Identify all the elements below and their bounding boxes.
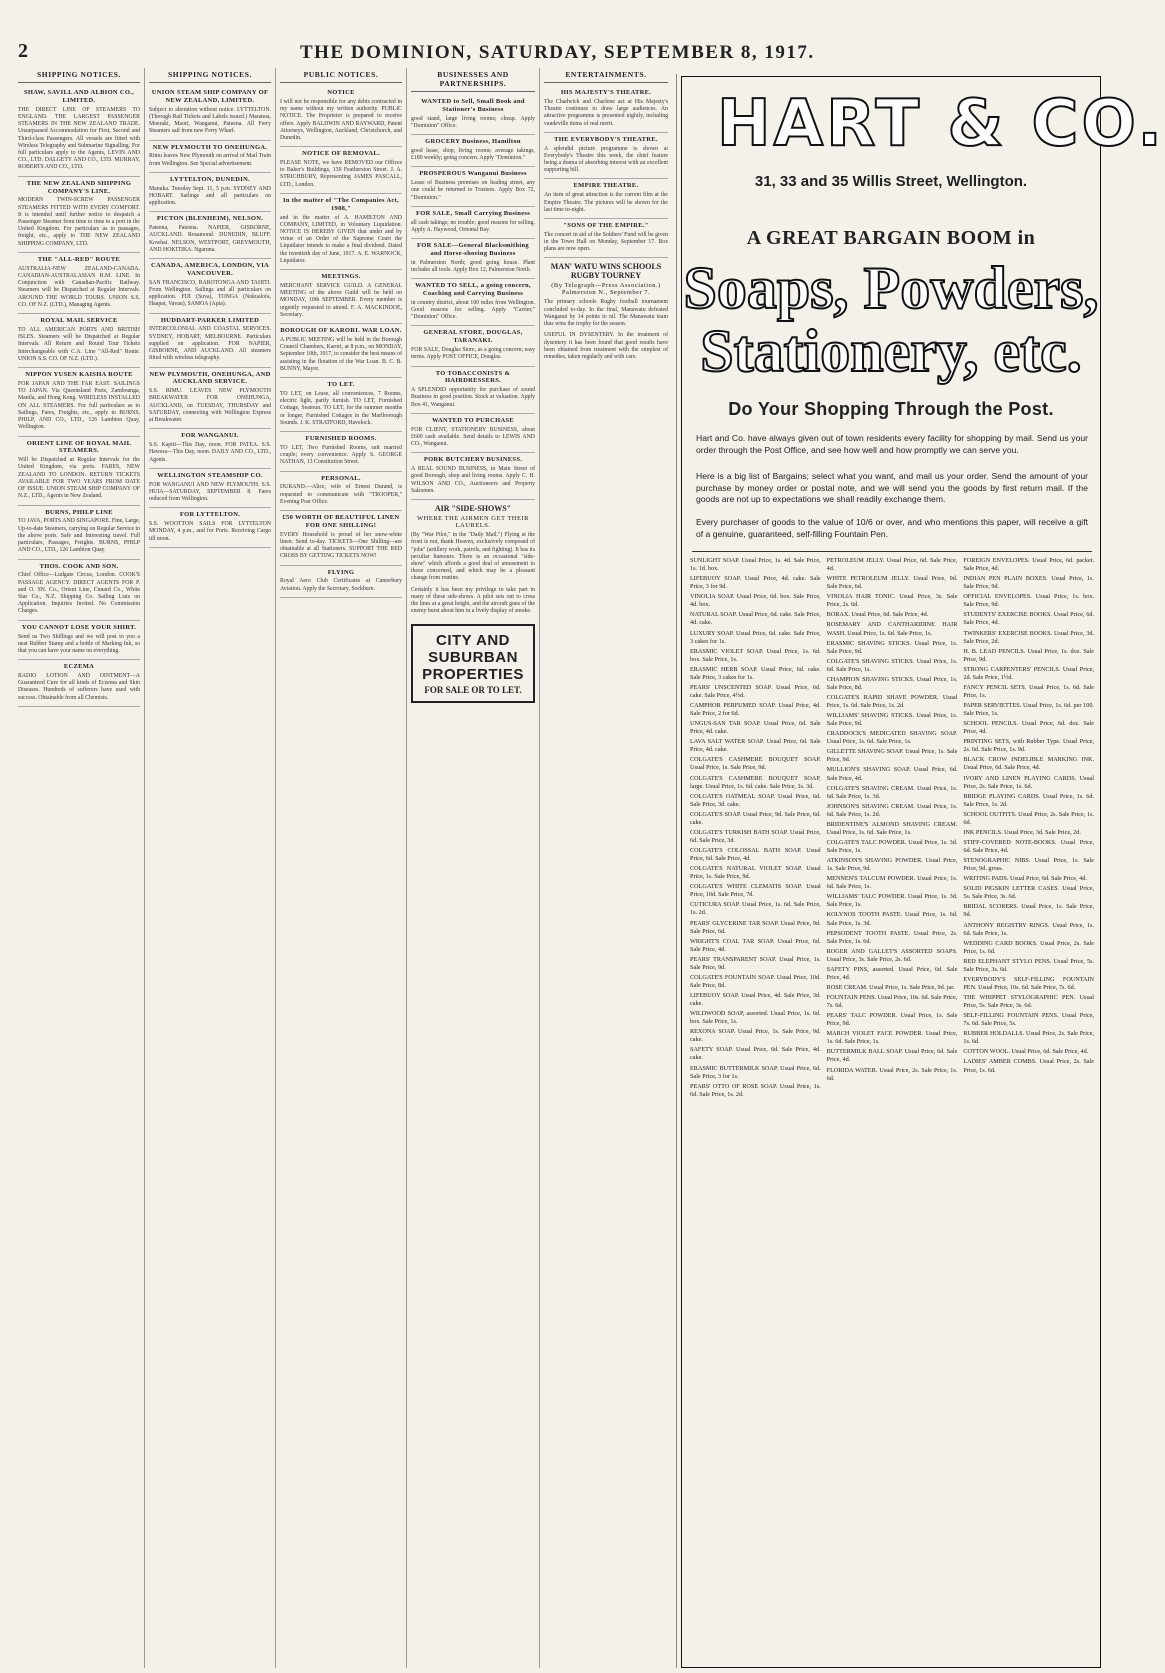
ad-text: Chief Office—Ludgate Circus, London. COOK'S PASSAGE AGENCY. DIRECT AGENTS FOR P. and O. SN. Co., Orient Line, Cunard Co., White Star Co., N.Z. Shipping Co. Sailing Lists on Application. Inquiries Invited. No Commission Charges. [18,572,140,615]
ad-heading: UNION STEAM SHIP COMPANY OF NEW ZEALAND, LIMITED. [151,89,269,104]
price-list-item: STUDENTS' EXERCISE BOOKS. Usual Price, 6d. Sale Price, 4d. [963,611,1095,627]
price-list-item: COLGATE'S SOAP. Usual Price, 9d. Sale Price, 6d. cake. [690,810,821,826]
price-list-item: MULLION'S SHAVING SOAP. Usual Price, 6d. Sale Price, 4d. [826,766,958,782]
ad-text: Royal Aero Club Certificates at Canterbury Aviation. Apply the Secretary, Sockburn. [280,578,402,592]
ad-heading: WANTED TO PURCHASE [431,416,515,424]
ad-heading: YOU CANNOT LOSE YOUR SHIRT. [21,623,137,631]
ad-text: MERCHANT SERVICE GUILD. A GENERAL MEETING of the above Guild will be held on MONDAY, 10th SEPTEMBER. Every member is urgently requested to attend. F. A. MACKINDOE, Secretary. [280,282,402,318]
price-list-item: FOREIGN ENVELOPES. Usual Price, 6d. packet. Sale Price, 4d. [963,557,1095,573]
ad-heading: FOR LYTTELTON. [179,511,241,519]
ad-text: EVERY Household is proud of her snow-white linen. Send to-day. TICKETS—One Shilling—are obtainable at all Stationers. SUPPORT THE RED CROSS BY GETTING TICKETS NOW! [280,531,402,560]
ad-heading: FURNISHED ROOMS. [305,435,377,443]
ad-notice [280,511,402,566]
price-list-item: EVERYBODY'S SELF-FILLING FOUNTAIN PEN. Usual Price, 10s. 6d. Sale Price, 7s. 6d. [963,975,1095,991]
ad-notice [280,566,402,598]
ad-notice [18,621,140,661]
price-list-item: SAFETY PINS, assorted. Usual Price, 6d. Sale Price, 4d. [826,965,958,981]
price-list-item: WHITE PETROLEUM JELLY. Usual Price, 9d. Sale Price, 6d. [826,575,958,591]
price-list-item: STIFF-COVERED NOTE-BOOKS. Usual Price, 6d. Sale Price, 4d. [963,838,1095,854]
column-heading: SHIPPING NOTICES. [18,68,140,83]
banner-subtitle: FOR SALE OR TO LET. [424,684,522,695]
ad-text: TO ALL AMERICAN PORTS AND BRITISH ISLES. Steamers will be Dispatched at Regular Intervals. All Return and Round Tour Tickets Interchangeable with C.A. Line "All-Red" Route. UNION S.S. CO. OF N.Z. (LTD.). [18,326,140,362]
ad-text: The concert in aid of the Soldiers' Fund will be given in the Town Hall on Monday, September 17. Box plans are now open. [544,231,668,253]
ad-text: DURAND.—Alice, wife of Ernest Durand, is requested to communicate with "TROOPER," Evening Post Office. [280,484,402,505]
ad-heading: HIS MAJESTY'S THEATRE. [560,89,652,96]
ad-text: FOR JAPAN AND THE FAR EAST. SAILINGS TO JAPAN. Via Queensland Ports, Zamboanga, Manila, and Hong Kong. WIRELESS INSTALLED ON ALL STEAMERS. For full particulars as to Sailings, Fares, Freights, etc., apply to BURNS, PHILP, AND CO., LTD., 126 Lambton Quay, Wellington. [18,380,140,431]
ad-notice [544,179,668,219]
ad-heading: NOTICE OF REMOVAL. [302,150,380,158]
ad-notice [18,437,140,506]
price-list-item: ROGER AND GALLET'S ASSORTED SOAPS. Usual Price, 3s. Sale Price, 2s. 6d. [826,947,958,963]
price-list-item: TWINKERS' EXERCISE BOOKS. Usual Price, 3d. Sale Price, 2d. [963,629,1095,645]
ad-notice [149,173,271,213]
ad-notice [411,207,535,239]
price-list-item: LUXURY SOAP. Usual Price, 6d. cake. Sale Price, 3 cakes for 1s. [690,629,821,645]
price-list-item: SELF-FILLING FOUNTAIN PENS. Usual Price, 7s. 6d. Sale Price, 5s. [963,1012,1095,1028]
ad-notice [280,432,402,472]
price-list-item: ERASMIC HERB SOAP. Usual Price, 6d. cake. Sale Price, 3 cakes for 1s. [690,665,821,681]
price-list-item: PRINTING SETS, with Rubber Type. Usual Price, 2s. 6d. Sale Price, 1s. 9d. [963,738,1095,754]
ad-heading: "SONS OF THE EMPIRE." [563,221,649,229]
ad-notice [18,368,140,436]
ad-notice [544,133,668,180]
ad-heading: THE EVERYBODY'S THEATRE. [554,135,658,143]
price-list-item: BUTTERMILK BALL SOAP. Usual Price, 6d. Sale Price, 4d. [826,1048,958,1064]
price-list-item: BRIDENTINE'S ALMOND SHAVING CREAM. Usual Price, 1s. 6d. Sale Price, 1s. [826,820,958,836]
property-banner [411,624,535,703]
price-list-item: STRONG CARPENTERS' PENCILS. Usual Price, 2d. Sale Price, 1½d. [963,665,1095,681]
column-public-notices [276,68,407,1668]
price-list-item: COLGATE'S NATURAL VIOLET SOAP. Usual Price, 1s. Sale Price, 9d. [690,865,821,881]
ad-text: I will not be responsible for any debts contracted in my name without my written authority. PUBLIC NOTICE. The Proprietor is prepared to receive offers. Apply BALDWIN AND RAYWARD, Patent Attorneys, Wellington, Auckland, Christchurch, and Dunedin. [280,98,402,141]
price-list-item: ROSE CREAM. Usual Price, 1s. Sale Price, 9d. jar. [826,983,955,991]
ad-heading: PERSONAL. [321,474,361,482]
ad-notice [18,86,140,177]
ad-heading: ORIENT LINE OF ROYAL MAIL STEAMERS. [26,439,132,455]
column-heading: BUSINESSES AND PARTNERSHIPS. [411,68,535,92]
ad-heading: HUDDART-PARKER LIMITED [160,316,260,324]
ad-heading: SHAW, SAVILL AND ALBION CO., LIMITED. [23,89,135,104]
newspaper-title: THE DOMINION, SATURDAY, SEPTEMBER 8, 1917. [300,42,815,63]
news-article [411,504,535,616]
price-list-item: BRIDGE PLAYING CARDS. Usual Price, 1s. 6d. Sale Price, 1s. 2d. [963,792,1095,808]
price-list-item: INK PENCILS. Usual Price, 3d. Sale Price, 2d. [963,828,1081,836]
shop-by-post-tagline: Do Your Shopping Through the Post. [728,399,1054,419]
column-divider [676,74,677,1668]
ad-text: PLEASE NOTE, we have REMOVED our Offices to Baker's Buildings, 139 Featherston Street. J. A. STRICHBURY, Representing JAMES PASCALL, LTD., London. [280,160,402,188]
price-list-item: MENNEN'S TALCUM POWDER. Usual Price, 1s. 6d. Sale Price, 1s. [826,875,958,891]
ad-notice [280,472,402,512]
ad-text: FOR SALE, Douglas Store, as a going concern; easy terms. Apply POST OFFICE, Douglas. [411,347,535,361]
ad-text: in country district, about 100 miles from Wellington. Good reasons for selling. Apply "Carrier," "Dominion" Office. [411,299,535,321]
ad-text: Subject to alteration without notice. LYTTELTON. (Through Rail Tickets and Labels issued.) Maranoa, Moeraki, Maori, Wanganui, Pateena. All Ferry Steamers sail from new Ferry Wharf. [149,106,271,135]
ad-text: A REAL SOUND BUSINESS, in Main Street of good Borough, shop and living rooms. Apply C. H. WILSON AND CO., Auctioneers and Property Salesmen. [411,466,535,494]
ad-text: Pateena, Pateena. NAPIER, GISBORNE, AUCKLAND. Rosamond. DUNEDIN, BLUFF. Kowhai. NELSON, WESTPORT, GREYMOUTH, AND HOKITIKA. Ngaruna. [149,225,271,253]
price-list-item: WRITING PADS. Usual Price, 6d. Sale Price, 4d. [963,875,1087,883]
price-list-item: LIFEBUOY SOAP. Usual Price, 4d. Sale Price, 3d. cake. [690,992,821,1008]
price-list-item: COLGATE'S TURKISH BATH SOAP. Usual Price, 6d. Sale Price, 3d. [690,828,821,844]
price-list-item: COLGATE'S OATMEAL SOAP. Usual Price, 6d. Sale Price, 3d. cake. [690,792,821,808]
ad-notice [18,177,140,253]
article-subhead: WHERE THE AIRMEN GET THEIR LAURELS. [417,515,529,530]
price-list-item: THE WHIPPET STYLOGRAPHIC PEN. Usual Price, 5s. Sale Price, 3s. 6d. [963,994,1095,1010]
price-list-item: ERASMIC BUTTERMILK SOAP. Usual Price, 6d. Sale Price, 3 for 1s. [690,1064,821,1080]
ad-notice [411,453,535,500]
ad-notice [280,147,402,194]
ad-text: Rimu leaves New Plymouth on arrival of Mail Train from Wellington. See Special advertisement. [149,153,271,167]
price-list-item: BLACK CROW INDELIBLE MARKING INK. Usual Price, 6d. Sale Price, 4d. [963,756,1095,772]
ad-text: TO JAVA, PORTS AND SINGAPORE. Fine, Large, Up-to-date Steamers, carrying on Regular Service to the above ports. Safe and Interesting travel. Full particulars, Passages, Freights. BURNS, PHILP AND CO., LTD., 126 Lambton Quay. [18,518,140,554]
ad-notice [18,660,140,707]
ad-notice [411,279,535,326]
ad-notice [149,368,271,430]
ad-text: RADIO LOTION AND OINTMENT—A Guaranteed Cure for all kinds of Eczema and Skin Diseases. Hundreds of sufferers have used with success. Obtainable from all Chemists. [18,673,140,701]
column-businesses [407,68,540,1668]
price-list-item: CRADDOCK'S MEDICATED SHAVING SOAP. Usual Price, 1s. 6d. Sale Price, 1s. [826,730,958,746]
column-entertainments [540,68,672,1668]
price-list-item: LAVA SALT WATER SOAP. Usual Price, 6d. Sale Price, 4d. cake. [690,738,821,754]
column-shipping-2 [145,68,276,1668]
ad-notice [280,324,402,378]
ad-text: Lease of Business premises on leading street, any one could be returned to Trustees. Apply Box 72, "Dominion." [411,180,535,201]
ad-heading: EMPIRE THEATRE. [573,182,639,190]
ad-text: Manuka. Tuesday Sept. 11, 5 p.m. SYDNEY AND HOBART. Sailings and all particulars on application. [149,185,271,207]
divider [692,551,1092,552]
ad-text: SAN FRANCISCO, RAROTONGA AND TAHITI. From Wellington. Sailings and all particulars on application. FIJI (Suva), TONGA (Nukualofa, Haapai, Vavau), SAMOA (Apia). [149,279,271,308]
price-list-item: COLGATE'S COLOSSAL BATH SOAP. Usual Price, 6d. Sale Price, 4d. [690,847,821,863]
ad-text: The Chadwick and Charlene act at His Majesty's Theatre continues to draw large audiences. An attractive programme is presented nightly, including vaudeville items of real merit. [544,98,668,127]
ad-text: A splendid picture programme is shown at Everybody's Theatre this week, the chief feature being a drama of absorbing interest with an excellent supporting bill. [544,145,668,174]
price-list-item: SUNLIGHT SOAP. Usual Price, 1s. 4d. Sale Price, 1s. 1d. box. [690,557,821,573]
price-list-item: COLGATE'S CASHMERE BOUQUET SOAP, large. Usual Price, 1s. 6d. cake. Sale Price, 1s. 3d. [690,774,821,790]
ad-text: MODERN TWIN-SCREW PASSENGER STEAMERS FITTED WITH EVERY COMFORT. It is intended until further notice to despatch a Passenger Steamer from time to time to a port in the United Kingdom. For particulars as to passages, freight, etc., apply to THE NEW ZEALAND SHIPPING COMPANY, LTD. [18,197,140,247]
ad-text: in Palmerston North; good going house. Plant includes all tools. Apply Box 12, Palmerston North. [411,259,535,273]
price-list-item: COLGATE'S WHITE CLEMATIS SOAP. Usual Price, 10d. Sale Price, 7d. [690,883,821,899]
ad-text: THE DIRECT LINE OF STEAMERS TO ENGLAND. THE LARGEST PASSENGER STEAMERS IN THE NEW ZEALAND TRADE. Unsurpassed Accommodation for First, Second and Third-class Passengers. All vessels are fitted with Wireless Telegraphy and Submarine Signalling. For full particulars apply to the Agents, LEVIN AND CO., LTD. DALGETY AND CO., LTD. MURRAY, ROBERTS AND CO., LTD. [18,106,140,171]
ad-notice [411,95,535,135]
banner-title: CITY AND SUBURBAN PROPERTIES [422,631,524,683]
ad-notice [18,506,140,560]
price-list-item: WILLIAMS' TALC POWDER. Usual Price, 1s. 3d. Sale Price, 1s. [826,893,958,909]
column-heading: ENTERTAINMENTS. [544,68,668,83]
ad-text: Will be Dispatched at Regular Intervals for the United Kingdom, via ports. FARES, NEW ZEALAND TO LONDON. RETURN TICKETS AVAILABLE FOR TWO YEARS FROM DATE OF ISSUE. UNION STEAM SHIP COMPANY OF N.Z., LTD., Agents in New Zealand. [18,457,140,500]
price-list-item: STENOGRAPHIC NIBS. Usual Price, 1s. Sale Price, 9d. gross. [963,857,1095,873]
ad-notice [149,508,271,548]
price-list-item: GILLETTE SHAVING SOAP. Usual Price, 1s. Sale Price, 9d. [826,748,958,764]
hart-address: 31, 33 and 35 Willis Street, Wellington. [754,173,1028,190]
article-paragraph: (By "War Pilot," in the "Daily Mail.") Flying at the front is not, thank Heaven, exclusively composed of "jobs" (artillery work, patrols, and fighting). It has its peculiar humours. There is an occasional "side-show" which affords a good deal of amusement to those concerned, and which may be a pleasant change from routine. [411,532,535,582]
ad-heading: PICTON (BLENHEIM), NELSON. [156,215,264,223]
price-list-item: ANTHONY REGISTRY RINGS. Usual Price, 1s. 6d. Sale Price, 1s. [963,921,1095,937]
ad-text: FOR CLIENT, STATIONERY BUSINESS, about £600 cash available. Send details to LEWIS AND CO., Wanganui. [411,426,535,448]
ad-heading: NEW PLYMOUTH, ONEHUNGA, AND AUCKLAND SERVICE. [149,370,271,386]
price-list-item: COLGATE'S SHAVING CREAM. Usual Price, 1s. 6d. Sale Price, 1s. 3d. [826,784,958,800]
price-column [690,557,821,1657]
price-list-item: PEARS' OTTO OF ROSE SOAP. Usual Price, 1s. 6d. Sale Price, 1s. 2d. [690,1082,821,1098]
price-list-item: MARCH VIOLET FACE POWDER. Usual Price, 1s. 6d. Sale Price, 1s. [826,1030,958,1046]
column-shipping-1 [14,68,145,1668]
price-list-item: FANCY PENCIL SETS. Usual Price, 1s. 6d. Sale Price, 1s. [963,683,1095,699]
price-list-item: LIFEBUOY SOAP. Usual Price, 4d. cake. Sale Price, 3 for 9d. [690,575,821,591]
ad-text: all cash takings; no trouble; good reasons for selling. Apply A. Haywood, Oriental Bay. [411,219,535,233]
price-list-item: RED ELEPHANT STYLO PENS. Usual Price, 5s. Sale Price, 3s. 6d. [963,957,1095,973]
ad-text: A SPLENDID opportunity for purchase of sound Business in good position. Stock at valuation. Apply Box 41, Wanganui. [411,387,535,408]
ad-heading: PROSPEROUS Wanganui Business [419,170,527,178]
price-list-item: LADIES' AMBER COMBS. Usual Price, 2s. Sale Price, 1s. 6d. [963,1058,1095,1074]
intro-paragraph: Here is a big list of Bargains; select what you want, and mail us your order. Send the amount of your purchase by money order or postal note, and we will send you the goods by first return mail. If the goods are not up to expectations we shall readily exchange them. [696,471,1088,505]
price-list-item: WRIGHT'S COAL TAR SOAP. Usual Price, 6d. Sale Price, 4d. [690,937,821,953]
price-list-item: PETROLEUM JELLY. Usual Price, 6d. Sale Price, 4d. [826,557,958,573]
price-list-item: SCHOOL PENCILS. Usual Price, 6d. doz. Sale Price, 4d. [963,720,1095,736]
price-list-item: NATURAL SOAP. Usual Price, 6d. cake. Sale Price, 4d. cake. [690,611,821,627]
ad-text: A PUBLIC MEETING will be held in the Borough Council Chambers, Karori, at 8 p.m., on MONDAY, September 10th, 1917, to consider the best means of assisting in the flotation of the War Loan. B. C. B. BUNNY, Mayor. [280,336,402,372]
price-list-item: RUBBER HOLDALLS. Usual Price, 2s. Sale Price, 1s. 6d. [963,1030,1095,1046]
price-list-item: SAFETY SOAP. Usual Price, 6d. Sale Price, 4d. cake. [690,1046,821,1062]
price-list-item: PEARS' TRANSPARENT SOAP. Usual Price, 1s. Sale Price, 9d. [690,955,821,971]
ad-text: S.S. RIMU. LEAVES NEW PLYMOUTH BREAKWATER FOR ONEHUNGA, AUCKLAND, on TUESDAY, THURSDAY and SATURDAY, connecting with Wellington Express at Breakwater. [149,388,271,424]
classified-columns [14,68,672,1668]
article-headline: MAN' WATU WINS SCHOOLS RUGBY TOURNEY [550,262,662,281]
ad-notice [411,367,535,414]
ad-notice [280,378,402,432]
ad-heading: WANTED TO SELL, a going concern, Coaching and Carrying Business [415,282,531,297]
intro-paragraph: Hart and Co. have always given out of town residents every facility for shopping by mail. Send us your order through the Post Office, and see how well and how promptly we can serve you. [696,433,1088,455]
hart-logo: HART & CO. [717,87,1165,161]
ad-heading: FOR SALE, Small Carrying Business [415,209,531,217]
ad-text: An item of great attraction is the current film at the Empire Theatre. The pictures will be shown for the last time to-night. [544,192,668,213]
column-heading: SHIPPING NOTICES. [149,68,271,83]
ad-text: FOR WANGANUI AND NEW PLYMOUTH. S.S. HUIA—SATURDAY, SEPTEMBER 8. Fares reduced from Wellington. [149,481,271,503]
price-list-item: CHAMPION SHAVING STICKS. Usual Price, 1s. Sale Price, 8d. [826,675,958,691]
ad-heading: GENERAL STORE, DOUGLAS, TARANAKI. [423,329,523,345]
price-list-item: VINOLIA HAIR TONIC. Usual Price, 3s. Sale Price, 2s. 6d. [826,593,958,609]
goods-headline: Soaps, Powders, Stationery, etc. [683,255,1099,384]
ad-heading: NIPPON YUSEN KAISHA ROUTE [25,371,133,379]
ad-heading: £50 WORTH OF BEAUTIFUL LINEN FOR ONE SHILLING! [282,514,400,529]
price-list-item: COLGATE'S FOUNTAIN SOAP. Usual Price, 10d. Sale Price, 8d. [690,973,821,989]
price-list-item: SCHOOL OUTFITS. Usual Price, 2s. Sale Price, 1s. 6d. [963,810,1095,826]
bargain-headline: A GREAT BARGAIN BOOM in [746,227,1036,249]
price-list-item: PEARS' UNSCENTED SOAP. Usual Price, 6d. cake. Sale Price, 4½d. [690,683,821,699]
ad-text: Send us Two Shillings and we will post to you a neat Rubber Stamp and a bottle of Marking Ink, so that you can have your name on everything. [18,633,140,654]
ad-notice [149,259,271,314]
column-heading: PUBLIC NOTICES. [280,68,402,83]
ad-heading: GROCERY Business, Hamilton [425,138,521,146]
price-list-item: JOHNSON'S SHAVING CREAM. Usual Price, 1s. 6d. Sale Price, 1s. 2d. [826,802,958,818]
ad-text: TO LET, on Lease, all conveniences, 7 Rooms, electric light, partly furnish. TO LET, Furnished Cottage, Seatoun. TO LET, for the summer months or longer, Furnished Cottages in the Marlborough Sounds. J. K. STRATFORD, Havelock. [280,390,402,426]
price-list-item: COLGATE'S SHAVING STICKS. Usual Price, 1s. 6d. Sale Price, 1s. [826,657,958,673]
ad-notice [149,469,271,509]
ad-text: good lease, shop, living rooms; average takings, £180 weekly; going concern. Apply "Dominion." [411,147,535,162]
ad-heading: ECZEMA [63,663,95,671]
ad-heading: TO LET. [327,381,355,389]
ad-notice [149,314,271,368]
price-column [963,557,1094,1657]
ad-heading: MEETINGS. [321,273,361,281]
ad-notice [411,326,535,366]
price-list [690,557,1094,1657]
ad-notice [18,253,140,314]
hart-and-co-advertisement [681,76,1165,1668]
ad-heading: WANTED to Sell, Small Book and Stationer's Business [421,98,525,113]
ad-text: good stand, large living rooms; cheap. Apply "Dominion" Office. [411,115,535,129]
price-list-item: VINOLIA SOAP. Usual Price, 6d. box. Sale Price, 4d. box. [690,593,821,609]
price-column [827,557,958,1657]
ad-heading: ROYAL MAIL SERVICE [40,317,118,325]
article-paragraph: USEFUL IN DYSENTERY. In the treatment of dysentery it has been found that good results have been obtained from treatment with the simplest of remedies, taken regularly and with care. [544,332,668,361]
price-list-item: COLGATE'S CASHMERE BOUQUET SOAP. Usual Price, 1s. Sale Price, 9d. [690,756,821,772]
ad-heading: FOR SALE—General Blacksmithing and Horse-shoeing Business [417,242,529,257]
price-list-item: CUTICURA SOAP. Usual Price, 1s. 6d. Sale Price, 1s. 2d. [690,901,821,917]
ad-notice [149,141,271,173]
price-list-item: BRIDAL SCORERS. Usual Price, 1s. Sale Price, 9d. [963,903,1095,919]
ad-heading: THE "ALL-RED" ROUTE [37,255,121,263]
ad-text: S.S. WOOTTON SAILS FOR LYTTELTON MONDAY, 4 p.m., and for Ports. Receiving Cargo till noon. [149,521,271,542]
ad-notice [18,560,140,621]
price-list-item: WEDDING CARD BOOKS. Usual Price, 2s. Sale Price, 1s. 6d. [963,939,1095,955]
ad-heading: FLYING [327,568,355,576]
ad-notice [544,86,668,133]
ad-heading: NEW PLYMOUTH TO ONEHUNGA. [152,143,268,151]
ad-notice [280,270,402,324]
price-list-item: IVORY AND LINEN PLAYING CARDS. Usual Price, 2s. Sale Price, 1s. 6d. [963,774,1095,790]
ad-notice [280,194,402,270]
ad-notice [280,86,402,147]
ad-notice [411,135,535,167]
price-list-item: COLGATE'S TALC POWDER. Usual Price, 1s. 3d. Sale Price, 1s. [826,838,958,854]
ad-notice [411,167,535,207]
price-list-item: COTTON WOOL. Usual Price, 6d. Sale Price, 4d. [963,1048,1089,1056]
ad-text: S.S. Kapiti—This Day, noon. FOR PATEA. S.S. Hawera—This Day, noon. DAILY AND CO., LTD., Agents. [149,442,271,463]
ad-heading: PORK BUTCHERY BUSINESS. [423,456,523,464]
ad-text: INTERCOLONIAL AND COASTAL SERVICES. SYDNEY, HOBART, MELBOURNE. Particulars supplied on application. FOR NAPIER, GISBORNE, AND AUCKLAND. All steamers fitted with wireless telegraphy. [149,326,271,362]
masthead [0,0,1114,70]
ad-heading: BOROUGH OF KARORI. WAR LOAN. [280,327,402,335]
article-headline: AIR "SIDE-SHOWS" [434,504,512,514]
price-list-item: ROSEMARY AND CANTHARIDINE HAIR WASH. Usual Price, 1s. 6d. Sale Price, 1s. [826,621,958,637]
price-list-item: ATKINSON'S SHAVING POWDER. Usual Price, 1s. Sale Price, 9d. [826,857,958,873]
ad-heading: THOS. COOK AND SON. [39,562,119,570]
ad-notice [411,414,535,454]
price-list-item: ERASMIC SHAVING STICKS. Usual Price, 1s. Sale Price, 9d. [826,639,958,655]
price-list-item: BORAX. Usual Price, 6d. Sale Price, 4d. [826,611,929,619]
ad-notice [18,314,140,368]
ad-heading: FOR WANGANUI. [181,432,239,440]
price-list-item: COLGATE'S RAPID SHAVE POWDER. Usual Price, 1s. 6d. Sale Price, 1s. 2d. [826,693,958,709]
news-article [544,262,668,361]
intro-paragraph: Every purchaser of goods to the value of 10/6 or over, and who mentions this paper, will receive a gift of a genuine, guaranteed, self-filling Fountain Pen. [696,517,1088,539]
ad-notice [544,219,668,259]
price-list-item: FLORIDA WATER. Usual Price, 2s. Sale Price, 1s. 6d. [826,1066,958,1082]
ad-heading: LYTTELTON, DUNEDIN. [169,175,251,183]
price-list-item: WILLIAMS' SHAVING STICKS. Usual Price, 1s. Sale Price, 9d. [826,712,958,728]
price-list-item: KOLYNOS TOOTH PASTE. Usual Price, 1s. 6d. Sale Price, 1s. 3d. [826,911,958,927]
ad-notice [149,429,271,469]
ad-heading: BURNS, PHILP LINE [45,508,113,516]
price-list-item: REXONA SOAP. Usual Price, 1s. Sale Price, 9d. cake. [690,1028,821,1044]
page-number: 2 [18,40,28,62]
price-list-item: OFFICIAL ENVELOPES. Usual Price, 1s. box. Sale Price, 9d. [963,593,1095,609]
ad-heading: In the matter of "The Companies Act, 1908," [283,196,399,212]
article-subhead: (By Telegraph—Press Association.) Palmerston N., September 7. [551,282,661,297]
price-list-item: FOUNTAIN PENS. Usual Price, 10s. 6d. Sale Price, 7s. 6d. [826,994,958,1010]
price-list-item: PAPER SERVIETTES. Usual Price, 1s. 6d. per 100. Sale Price, 1s. [963,702,1095,718]
price-list-item: WILDWOOD SOAP, assorted. Usual Price, 1s. 6d. box. Sale Price, 1s. [690,1010,821,1026]
ad-text: TO LET, Two Furnished Rooms, suit married couple; every convenience. Apply S. GEORGE NATHAN, 13 Constitution Street. [280,444,402,466]
ad-notice [411,239,535,279]
price-list-item: INDIAN PEN PLAIN BOXES. Usual Price, 1s. Sale Price, 9d. [963,575,1095,591]
price-list-item: PEARS' TALC POWDER. Usual Price, 1s. Sale Price, 9d. [826,1012,958,1028]
ad-notice [149,86,271,141]
ad-heading: THE NEW ZEALAND SHIPPING COMPANY'S LINE. [26,179,132,195]
price-list-item: PEARS' GLYCERINE TAR SOAP. Usual Price, 9d. Sale Price, 6d. [690,919,821,935]
price-list-item: H. B. LEAD PENCILS. Usual Price, 1s. doz. Sale Price, 9d. [963,647,1095,663]
price-list-item: SOLID PIGSKIN LETTER CASES. Usual Price, 5s. Sale Price, 3s. 6d. [963,885,1095,901]
price-list-item: UNGUS-SAN TAR SOAP. Usual Price, 6d. Sale Price, 4d. cake. [690,720,821,736]
ad-text: and in the matter of A. HAMILTON AND COMPANY, LIMITED, in Voluntary Liquidation. NOTICE IS HEREBY GIVEN that under and by virtue of an Order of the Supreme Court the Liquidator intends to make a final dividend. Dated the twentieth day of June, 1917. A. E. WARNOCK, Liquidator. [280,214,402,264]
article-paragraph: The primary schools Rugby football tournament concluded to-day. In the final, Manawatu defeated Wanganui by 14 points to nil. The Manawatu team thus wins the trophy for the season. [544,299,668,328]
ad-heading: CANADA, AMERICA, LONDON, VIA VANCOUVER. [150,262,270,277]
price-list-item: PEPSODENT TOOTH PASTE. Usual Price, 2s. Sale Price, 1s. 6d. [826,929,958,945]
article-paragraph: Certainly it has been my privilege to take part in many of these side-shows. A pilot sets out to cross the lines at a great height, and the aircraft guns of the enemy burst about him in a lively display of smoke. [411,586,535,615]
ad-heading: NOTICE [327,89,355,96]
ad-heading: TO TOBACCONISTS & HAIRDRESSERS. [435,369,511,385]
price-list-item: CAMPHOR PERFUMED SOAP. Usual Price, 4d. Sale Price, 2 for 6d. [690,702,821,718]
ad-notice [149,212,271,259]
price-list-item: ERASMIC VIOLET SOAP. Usual Price, 1s. 6d. box. Sale Price, 1s. [690,647,821,663]
ad-text: AUSTRALIA-NEW ZEALAND-CANADA. CANADIAN-AUSTRALASIAN R.M. LINE. In Conjunction with Canadian-Pacific Railway. Steamers will be Dispatched at Regular Intervals. AROUND THE WORLD TOURS. UNION S.S. CO. OF N.Z. (LTD.), Managing Agents. [18,265,140,308]
ad-heading: WELLINGTON STEAMSHIP CO. [157,471,263,479]
